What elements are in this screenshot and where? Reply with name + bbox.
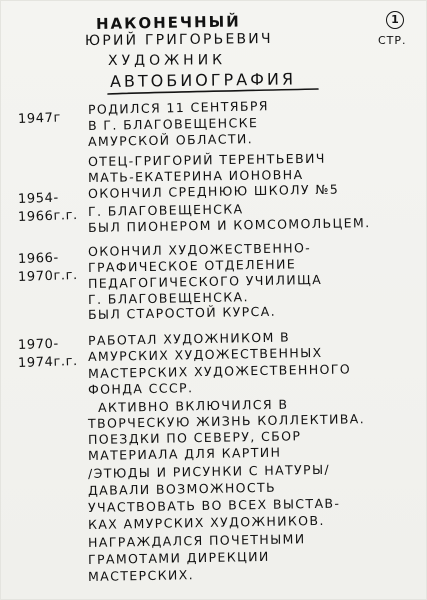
entry-line: МАСТЕРСКИХ. bbox=[87, 567, 195, 584]
entry-year-start: 1966- bbox=[17, 250, 60, 267]
author-surname: НАКОНЕЧНЫЙ bbox=[95, 12, 241, 33]
entry-line: БЫЛ ПИОНЕРОМ И КОМСОМОЛЬЦЕМ. bbox=[87, 215, 371, 235]
entry-year-end: 1970г.г. bbox=[17, 267, 79, 285]
entry-line: ГРАМОТАМИ ДИРЕКЦИИ bbox=[87, 548, 270, 567]
entry-line: НАГРАЖДАЛСЯ ПОЧЕТНЫМИ bbox=[87, 531, 306, 550]
entry-line: ОТЕЦ-ГРИГОРИЙ ТЕРЕНТЬЕВИЧ bbox=[87, 150, 326, 169]
entry-line: РАБОТАЛ ХУДОЖНИКОМ В bbox=[87, 329, 291, 348]
entry-line: МАТЕРИАЛА ДЛЯ КАРТИН bbox=[87, 444, 282, 463]
entry-line: ФОНДА СССР. bbox=[87, 380, 194, 397]
entry-line: МАСТЕРСКИХ ХУДОЖЕСТВЕННОГО bbox=[87, 361, 352, 381]
entry-line: УЧАСТВОВАТЬ ВО ВСЕХ ВЫСТАВ- bbox=[87, 495, 341, 515]
entry-line: В Г. БЛАГОВЕЩЕНСКЕ bbox=[87, 115, 259, 133]
entry-line: Г. БЛАГОВЕЩЕНСКА bbox=[87, 201, 244, 219]
page-label: СТР. bbox=[378, 34, 407, 47]
entry-line: АКТИВНО ВКЛЮЧИЛСЯ В bbox=[97, 396, 289, 415]
entry-line: ПЕДАГОГИЧЕСКОГО УЧИЛИЩА bbox=[87, 271, 323, 291]
entry-line: Г. БЛАГОВЕЩЕНСКА. bbox=[87, 289, 250, 307]
entry-year-end: 1974г.г. bbox=[17, 353, 79, 371]
entry-line: АМУРСКОЙ ОБЛАСТИ. bbox=[87, 131, 254, 149]
entry-line: АМУРСКИХ ХУДОЖЕСТВЕННЫХ bbox=[87, 344, 323, 364]
entry-line: БЫЛ СТАРОСТОЙ КУРСА. bbox=[87, 303, 277, 322]
entry-line: РОДИЛСЯ 11 СЕНТЯБРЯ bbox=[87, 98, 270, 117]
entry-line: ДАВАЛИ ВОЗМОЖНОСТЬ bbox=[87, 479, 277, 498]
entry-year-start: 1970- bbox=[17, 336, 60, 353]
entry-line: ОКОНЧИЛ ХУДОЖЕСТВЕННО- bbox=[87, 240, 312, 259]
document-title: АВТОБИОГРАФИЯ bbox=[109, 69, 297, 91]
entry-line: ОКОНЧИЛ СРЕДНЮЮ ШКОЛУ №5 bbox=[87, 181, 340, 201]
entry-line: КАХ АМУРСКИХ ХУДОЖНИКОВ. bbox=[87, 512, 325, 532]
entry-year-end: 1966г.г. bbox=[17, 207, 79, 225]
entry-year-start: 1954- bbox=[17, 190, 60, 207]
author-given-names: ЮРИЙ ГРИГОРЬЕВИЧ bbox=[84, 31, 273, 49]
entry-line: ГРАФИЧЕСКОЕ ОТДЕЛЕНИЕ bbox=[87, 256, 297, 275]
entry-line: ТВОРЧЕСКУЮ ЖИЗНЬ КОЛЛЕКТИВА. bbox=[87, 411, 366, 431]
entry-line: /ЭТЮДЫ И РИСУНКИ С НАТУРЫ/ bbox=[87, 461, 331, 481]
page-number-circle: 1 bbox=[386, 11, 404, 29]
entry-year-start: 1947г bbox=[17, 110, 62, 127]
entry-line: МАТЬ-ЕКАТЕРИНА ИОНОВНА bbox=[87, 166, 304, 185]
author-profession: ХУДОЖНИК bbox=[107, 52, 227, 69]
entry-line: ПОЕЗДКИ ПО СЕВЕРУ, СБОР bbox=[87, 428, 302, 447]
